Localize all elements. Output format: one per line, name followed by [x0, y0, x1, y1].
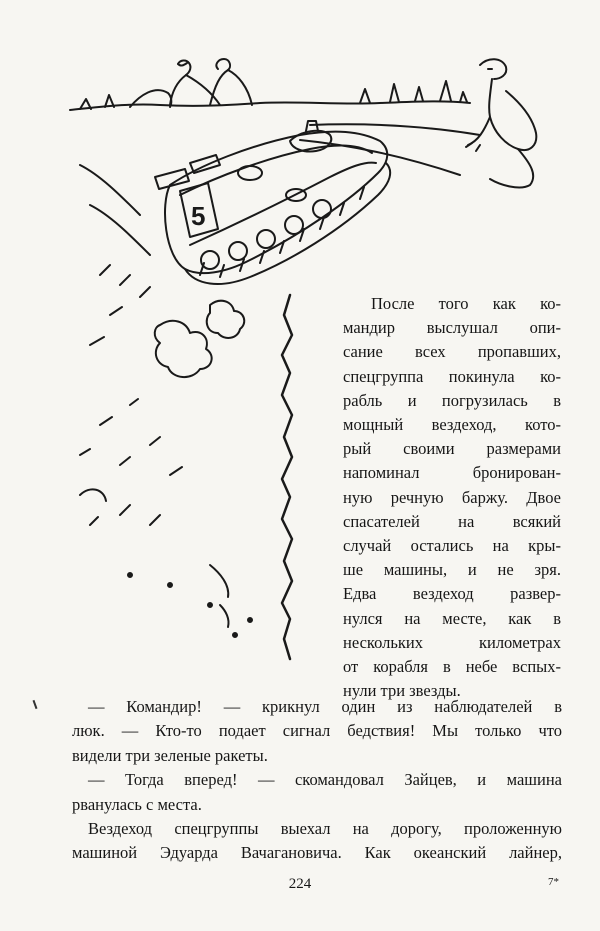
text-line: видели три зеленые ракеты. — [72, 745, 268, 765]
text-line: от корабля в небе вспых- — [343, 657, 561, 677]
text-line: ше машины, и не зря. — [343, 560, 561, 580]
text-line: Вездеход спецгруппы выехал на дорогу, проложенную — [88, 819, 562, 839]
page-number: 224 — [288, 876, 312, 892]
text-line: спасателей на всякий — [343, 511, 561, 531]
text-line: напоминал бронирован- — [343, 463, 561, 483]
text-line: — Тогда вперед! — скомандовал Зайцев, и машина — [88, 770, 562, 790]
paragraph — [72, 768, 562, 817]
side-column-text — [343, 292, 561, 703]
text-line: мощный вездеход, кото- — [343, 415, 561, 435]
main-body-text — [72, 695, 562, 866]
text-line: рванулась с места. — [72, 794, 202, 814]
text-line: сание всех пропавших, — [343, 342, 561, 362]
text-line: — Командир! — крикнул один из наблюдателей в — [88, 697, 562, 716]
text-line: машиной Эдуарда Вачагановича. Как океанский лайнер, — [72, 843, 562, 863]
text-line: мандир выслушал опи- — [343, 318, 561, 338]
text-line: нули три звезды. — [343, 681, 461, 701]
text-line: рабль и погрузилась в — [343, 390, 561, 410]
text-line: случай остались на кры- — [343, 536, 561, 556]
paragraph — [72, 817, 562, 866]
text-line: нулся на месте, как в — [343, 608, 561, 628]
text-line: спецгруппа покинула ко- — [343, 366, 561, 386]
text-line: рый своими размерами — [343, 439, 561, 459]
paragraph — [72, 695, 562, 768]
text-line: люк. — Кто-то подает сигнал бедствия! Мы только что — [72, 721, 562, 741]
text-line: После того как ко- — [371, 294, 561, 313]
text-line: нескольких километрах — [343, 632, 561, 652]
tank-number: 5 — [191, 201, 206, 231]
text-line: Едва вездеход развер- — [343, 584, 561, 604]
stray-ink-mark — [33, 700, 38, 709]
signature-mark: 7* — [548, 876, 559, 888]
text-line: ную речную баржу. Двое — [343, 487, 561, 507]
